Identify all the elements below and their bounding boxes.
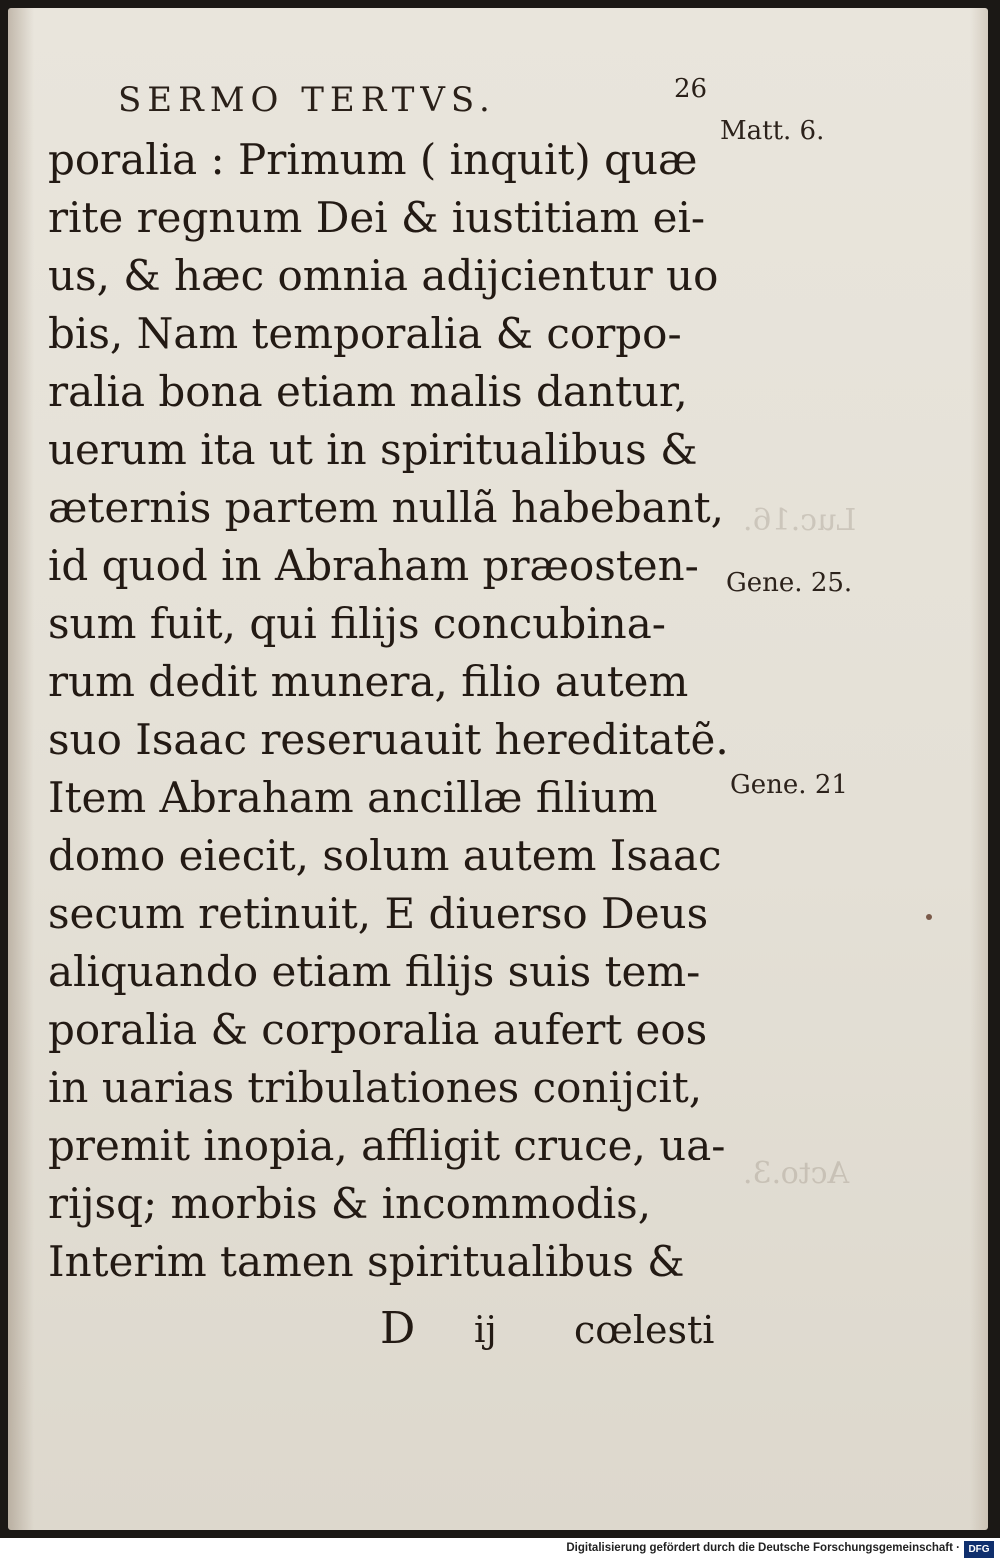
text-line: rite regnum Dei & iustitiam ei- [48, 193, 706, 242]
signature-mark: D [380, 1303, 416, 1354]
text-line: in uarias tribulationes conijcit, [48, 1063, 703, 1112]
text-line: domo eiecit, solum autem Isaac [48, 831, 722, 880]
text-line: rum dedit munera, filio autem [48, 657, 689, 706]
edge-shadow [970, 8, 988, 1530]
text-line: Interim tamen spiritualibus & [48, 1237, 685, 1286]
text-line: us, & hæc omnia adijcientur uo [48, 251, 719, 300]
digitization-footer [0, 1538, 1000, 1562]
text-line: æternis partem nullã habebant, [48, 483, 724, 532]
text-line: suo Isaac reseruauit hereditatẽ. [48, 715, 729, 764]
text-line: aliquando etiam filijs suis tem- [48, 947, 701, 996]
dfg-logo: DFG [964, 1541, 994, 1558]
catchword: cœlesti [574, 1308, 715, 1352]
margin-note-gene-21: Gene. 21 [730, 770, 848, 800]
text-line: bis, Nam temporalia & corpo- [48, 309, 682, 358]
gutter-shadow [8, 8, 34, 1530]
folio-number: 26 [674, 74, 708, 104]
page-header [118, 74, 718, 124]
show-through-text: Acto.3. [743, 1156, 850, 1191]
ink-speck [926, 914, 932, 920]
margin-note-gene-25: Gene. 25. [726, 568, 853, 598]
text-line: sum fuit, qui filijs concubina- [48, 599, 666, 648]
text-line: Item Abraham ancillæ filium [48, 773, 658, 822]
book-page [8, 8, 988, 1530]
show-through-text: Luc.16. [743, 503, 857, 538]
text-line: poralia : Primum ( inquit) quæ [48, 135, 698, 184]
running-title: SERMO TERTVS. [118, 80, 496, 120]
text-line: rijsq; morbis & incommodis, [48, 1179, 652, 1228]
signature-number: ij [474, 1310, 497, 1351]
margin-note-matt: Matt. 6. [720, 116, 825, 146]
text-line: secum retinuit, E diuerso Deus [48, 889, 709, 938]
text-line: id quod in Abraham præosten- [48, 541, 699, 590]
text-line: premit inopia, affligit cruce, ua- [48, 1121, 726, 1170]
funding-credit: Digitalisierung gefördert durch die Deutsche Forschungsgemeinschaft · [566, 1542, 960, 1554]
text-line: ralia bona etiam malis dantur, [48, 367, 688, 416]
text-line: uerum ita ut in spiritualibus & [48, 425, 698, 474]
text-line: poralia & corporalia aufert eos [48, 1005, 708, 1054]
